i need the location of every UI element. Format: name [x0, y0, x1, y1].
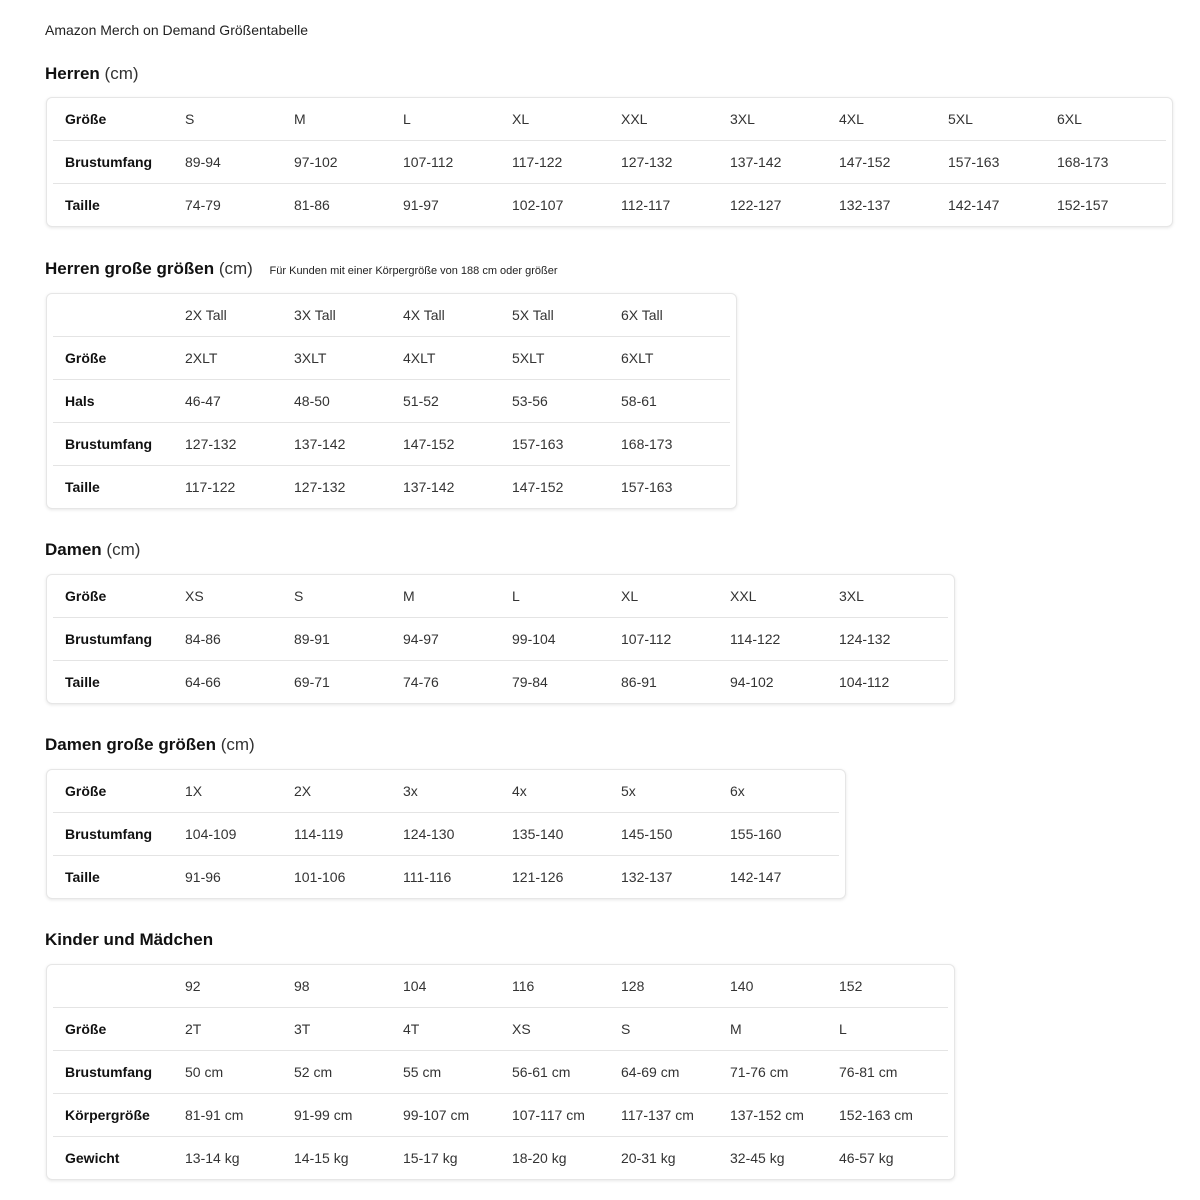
table-row	[53, 813, 839, 856]
row-label: Brustumfang	[53, 423, 185, 466]
section-title-damen-gross	[45, 735, 255, 755]
table-cell: 107-112	[403, 141, 512, 184]
table-cell: 102-107	[512, 197, 564, 213]
table-cell: 152	[839, 965, 948, 1008]
table-cell: 142-147	[948, 197, 1000, 213]
table-cell: 127-132	[185, 423, 294, 466]
table-row	[53, 466, 730, 509]
table-cell: 76-81 cm	[839, 1051, 948, 1094]
table-cell: 5X Tall	[512, 294, 621, 337]
damen-size-table	[46, 574, 955, 704]
table-cell: 53-56	[512, 380, 621, 423]
table-cell: 81-91 cm	[185, 1094, 294, 1137]
table-row	[53, 856, 839, 899]
table-cell: 152-157	[1057, 197, 1109, 213]
herren-size-table	[46, 97, 1173, 227]
table-row	[53, 98, 1166, 141]
row-label: Brustumfang	[53, 618, 185, 661]
table-cell: 5x	[621, 770, 730, 813]
table-row	[53, 184, 1166, 227]
section-title-text: Kinder und Mädchen	[45, 930, 214, 949]
size-table	[53, 98, 1166, 226]
table-cell: 132-137	[621, 869, 673, 885]
table-cell: 79-84	[512, 674, 548, 690]
row-label: Brustumfang	[53, 1051, 185, 1094]
table-cell: 51-52	[403, 380, 512, 423]
table-cell: 5XLT	[512, 337, 621, 380]
table-cell: 104-109	[185, 813, 294, 856]
table-cell: 50 cm	[185, 1051, 294, 1094]
table-cell: 91-99 cm	[294, 1094, 403, 1137]
table-cell: XXL	[730, 575, 839, 618]
table-cell: 6XL	[1057, 98, 1166, 141]
table-cell: 91-96	[185, 869, 221, 885]
table-cell: 104	[403, 965, 512, 1008]
row-label: Größe	[53, 575, 185, 618]
row-label: Brustumfang	[53, 813, 185, 856]
row-label: Taille	[65, 869, 100, 885]
table-cell: S	[621, 1008, 730, 1051]
section-title-kinder	[45, 930, 213, 950]
table-cell: 55 cm	[403, 1051, 512, 1094]
table-cell: 94-97	[403, 618, 512, 661]
table-cell: 98	[294, 965, 403, 1008]
table-cell: XS	[512, 1008, 621, 1051]
table-cell: L	[403, 98, 512, 141]
size-table	[53, 965, 948, 1179]
row-label	[53, 294, 185, 337]
table-cell: 6x	[730, 770, 839, 813]
table-cell: 18-20 kg	[512, 1150, 567, 1166]
row-label: Hals	[53, 380, 185, 423]
table-cell: 152-163 cm	[839, 1094, 948, 1137]
table-cell: 74-79	[185, 197, 221, 213]
table-cell: 4XL	[839, 98, 948, 141]
row-label: Taille	[65, 479, 100, 495]
table-cell: 114-119	[294, 813, 403, 856]
table-cell: 2X Tall	[185, 294, 294, 337]
table-cell: 116	[512, 965, 621, 1008]
table-cell: 3XL	[839, 575, 948, 618]
section-title-text: Damen große größen	[45, 735, 216, 754]
table-cell: 142-147	[730, 869, 782, 885]
table-cell: 168-173	[1057, 141, 1166, 184]
table-cell: 112-117	[621, 197, 671, 213]
table-cell: XL	[512, 98, 621, 141]
section-title-herren	[45, 64, 139, 84]
table-cell: 124-132	[839, 618, 948, 661]
table-cell: 56-61 cm	[512, 1051, 621, 1094]
table-cell: 46-47	[185, 380, 294, 423]
table-cell: 20-31 kg	[621, 1150, 676, 1166]
table-cell: 92	[185, 965, 294, 1008]
table-cell: 46-57 kg	[839, 1150, 894, 1166]
table-cell: L	[512, 575, 621, 618]
table-row	[53, 337, 730, 380]
table-cell: 114-122	[730, 618, 839, 661]
table-cell: 107-112	[621, 618, 730, 661]
table-cell: 117-122	[512, 141, 621, 184]
table-cell: 69-71	[294, 674, 330, 690]
table-cell: 1X	[185, 770, 294, 813]
table-row	[53, 770, 839, 813]
table-cell: 91-97	[403, 197, 439, 213]
table-row	[53, 423, 730, 466]
table-cell: 155-160	[730, 813, 839, 856]
table-row	[53, 1051, 948, 1094]
table-cell: 168-173	[621, 423, 730, 466]
table-cell: 124-130	[403, 813, 512, 856]
table-cell: 97-102	[294, 141, 403, 184]
table-row	[53, 618, 948, 661]
section-title-text: Herren	[45, 64, 100, 83]
kinder-size-table	[46, 964, 955, 1180]
table-cell: M	[730, 1008, 839, 1051]
table-cell: 32-45 kg	[730, 1150, 785, 1166]
table-cell: 137-142	[403, 479, 455, 495]
table-cell: 157-163	[512, 423, 621, 466]
damen-gross-size-table	[46, 769, 846, 899]
table-cell: 147-152	[403, 423, 512, 466]
table-cell: 147-152	[839, 141, 948, 184]
table-cell: 145-150	[621, 813, 730, 856]
table-cell: 52 cm	[294, 1051, 403, 1094]
table-cell: XL	[621, 575, 730, 618]
table-cell: 137-152 cm	[730, 1094, 839, 1137]
table-cell: 157-163	[948, 141, 1057, 184]
table-cell: XXL	[621, 98, 730, 141]
row-label: Größe	[53, 1008, 185, 1051]
section-note: Für Kunden mit einer Körpergröße von 188 cm oder größer	[269, 265, 558, 277]
table-cell: 4XLT	[403, 337, 512, 380]
table-cell: 117-122	[185, 479, 236, 495]
table-row	[53, 380, 730, 423]
table-cell: 2XLT	[185, 337, 294, 380]
table-cell: XS	[185, 575, 294, 618]
table-cell: 117-137 cm	[621, 1094, 730, 1137]
row-label: Brustumfang	[53, 141, 185, 184]
size-table	[53, 575, 948, 703]
table-cell: 2X	[294, 770, 403, 813]
table-cell: 137-142	[730, 141, 839, 184]
table-cell: 89-91	[294, 618, 403, 661]
table-row	[53, 141, 1166, 184]
table-cell: 137-142	[294, 423, 403, 466]
table-cell: 3X Tall	[294, 294, 403, 337]
table-cell: 13-14 kg	[185, 1150, 240, 1166]
row-label: Taille	[65, 197, 100, 213]
table-row	[53, 1137, 948, 1180]
row-label: Größe	[53, 770, 185, 813]
table-cell: 122-127	[730, 197, 782, 213]
table-cell: L	[839, 1008, 948, 1051]
table-cell: 157-163	[621, 479, 673, 495]
row-label: Größe	[53, 337, 185, 380]
table-cell: 127-132	[621, 141, 730, 184]
section-title-text: Damen	[45, 540, 102, 559]
table-cell: 71-76 cm	[730, 1051, 839, 1094]
table-row	[53, 1008, 948, 1051]
table-cell: 89-94	[185, 141, 294, 184]
table-cell: S	[185, 98, 294, 141]
table-cell: 94-102	[730, 674, 774, 690]
table-cell: 3XL	[730, 98, 839, 141]
table-cell: 3T	[294, 1008, 403, 1051]
table-cell: 64-66	[185, 674, 221, 690]
table-cell: 128	[621, 965, 730, 1008]
table-cell: 81-86	[294, 197, 330, 213]
table-cell: 5XL	[948, 98, 1057, 141]
table-cell: 4T	[403, 1008, 512, 1051]
table-cell: 140	[730, 965, 839, 1008]
table-cell: 4x	[512, 770, 621, 813]
section-unit: (cm)	[104, 64, 139, 83]
herren-gross-size-table	[46, 293, 737, 509]
table-cell: 74-76	[403, 674, 439, 690]
table-cell: 3XLT	[294, 337, 403, 380]
row-label	[53, 965, 185, 1008]
table-cell: 64-69 cm	[621, 1051, 730, 1094]
table-cell: 99-104	[512, 618, 621, 661]
table-cell: S	[294, 575, 403, 618]
table-row	[53, 294, 730, 337]
table-cell: 147-152	[512, 479, 564, 495]
row-label: Taille	[65, 674, 100, 690]
table-cell: 104-112	[839, 674, 890, 690]
row-label: Gewicht	[65, 1150, 120, 1166]
table-cell: 121-126	[512, 869, 564, 885]
table-cell: 6X Tall	[621, 294, 730, 337]
table-cell: 15-17 kg	[403, 1150, 458, 1166]
table-cell: 99-107 cm	[403, 1094, 512, 1137]
table-cell: 58-61	[621, 380, 730, 423]
table-cell: 2T	[185, 1008, 294, 1051]
table-row	[53, 965, 948, 1008]
table-cell: 132-137	[839, 197, 891, 213]
size-table	[53, 294, 730, 508]
table-cell: 48-50	[294, 380, 403, 423]
table-row	[53, 1094, 948, 1137]
table-cell: 3x	[403, 770, 512, 813]
table-cell: 111-116	[403, 869, 452, 885]
table-cell: 6XLT	[621, 337, 730, 380]
table-cell: 107-117 cm	[512, 1094, 621, 1137]
row-label: Größe	[53, 98, 185, 141]
table-cell: 101-106	[294, 869, 346, 885]
table-cell: M	[294, 98, 403, 141]
size-table	[53, 770, 839, 898]
section-unit: (cm)	[106, 540, 141, 559]
section-title-text: Herren große größen	[45, 259, 215, 278]
table-row	[53, 575, 948, 618]
section-title-herren-gross	[45, 259, 558, 279]
table-cell: 4X Tall	[403, 294, 512, 337]
page-title: Amazon Merch on Demand Größentabelle	[45, 22, 309, 38]
table-cell: M	[403, 575, 512, 618]
table-cell: 127-132	[294, 479, 346, 495]
table-cell: 135-140	[512, 813, 621, 856]
row-label: Körpergröße	[53, 1094, 185, 1137]
section-unit: (cm)	[218, 259, 253, 278]
section-unit: (cm)	[220, 735, 255, 754]
table-cell: 14-15 kg	[294, 1150, 349, 1166]
table-row	[53, 661, 948, 704]
table-cell: 84-86	[185, 618, 294, 661]
section-title-damen	[45, 540, 140, 560]
table-cell: 86-91	[621, 674, 657, 690]
